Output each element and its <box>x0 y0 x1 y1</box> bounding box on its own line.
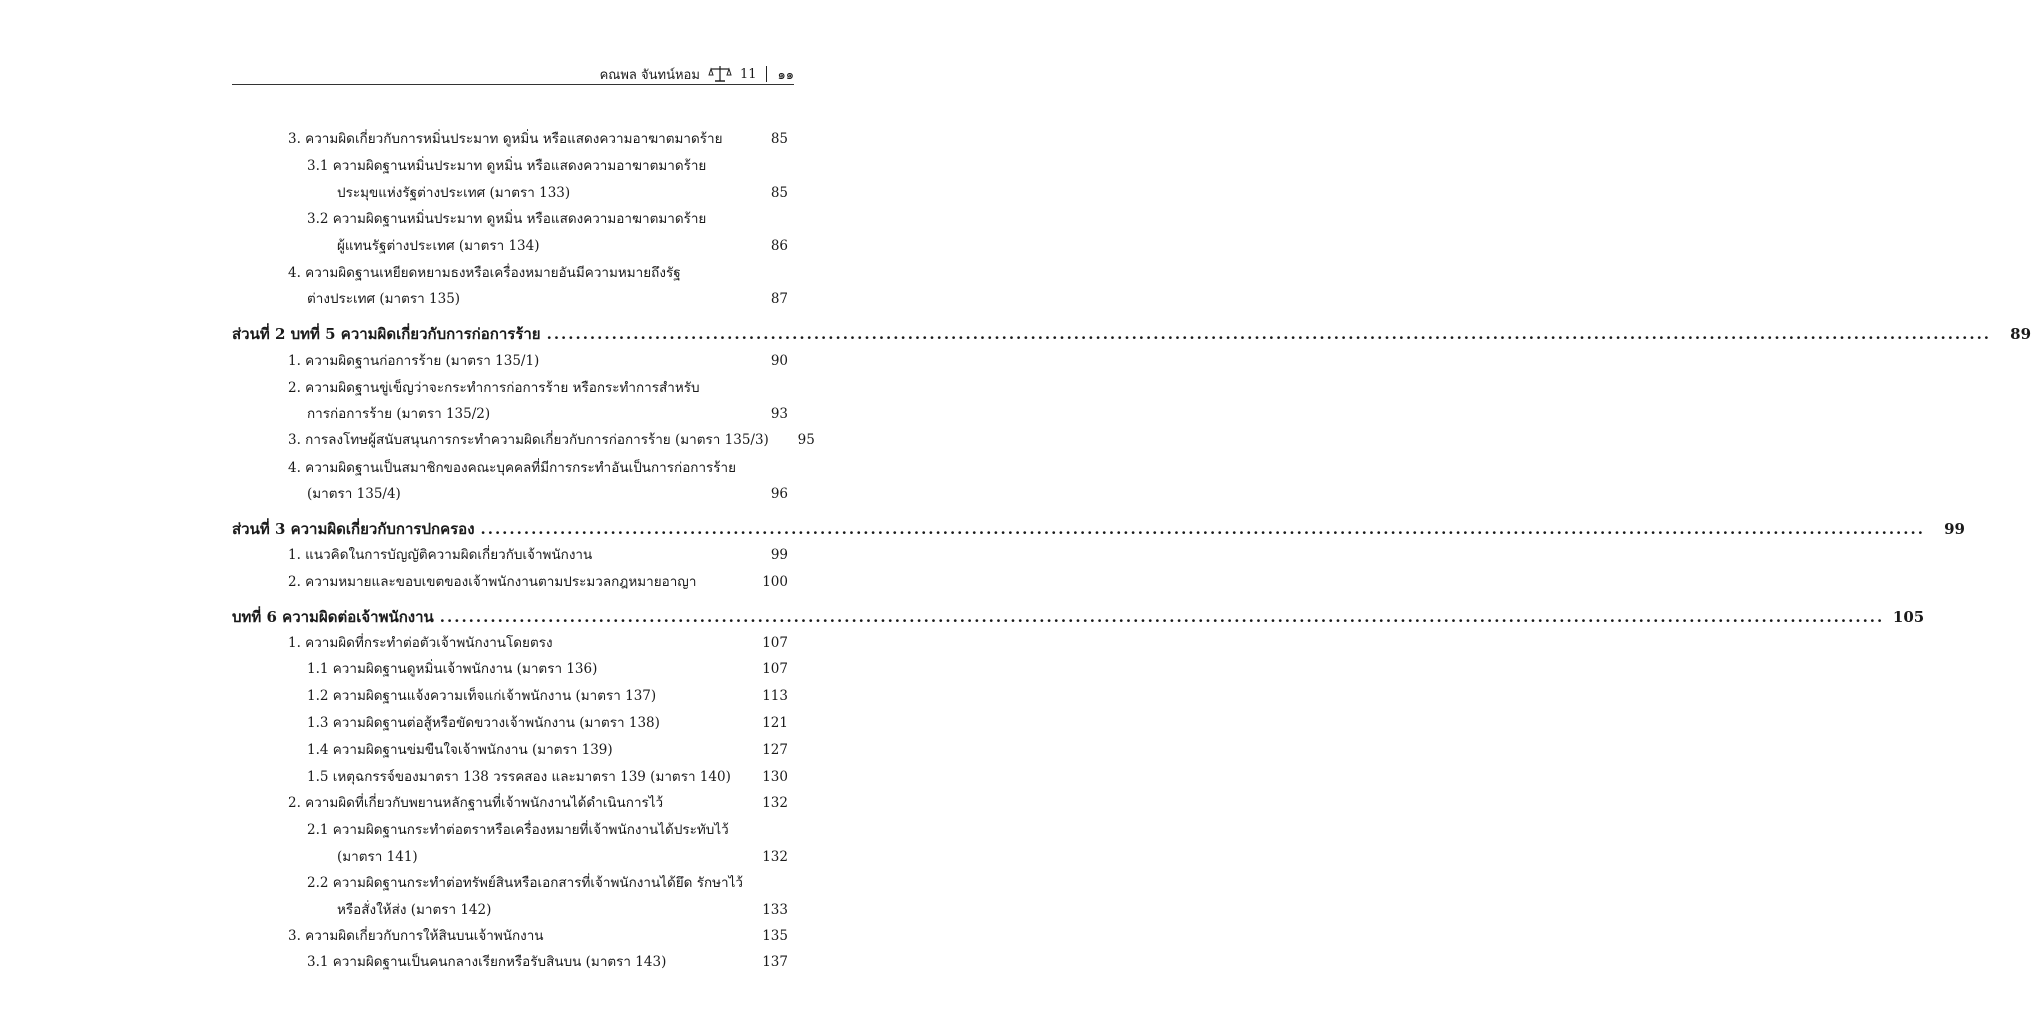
toc-page-number: 93 <box>770 406 788 422</box>
toc-entry-text: 4. ความผิดฐานเป็นสมาชิกของคณะบุคคลที่มีการกระทำอันเป็นการก่อการร้าย <box>288 460 737 476</box>
toc-entry <box>307 690 788 704</box>
toc-entry-text: 3. ความผิดเกี่ยวกับการหมิ่นประมาท ดูหมิ่น หรือแสดงความอาฆาตมาดร้าย <box>288 131 723 147</box>
header-rule <box>232 84 794 85</box>
toc-entry <box>288 549 788 563</box>
toc-entry <box>288 432 815 448</box>
toc-page-number: 99 <box>770 547 788 563</box>
dot-leader: ........................................................................................................................................................................................................ <box>546 325 1992 343</box>
toc-entry <box>307 771 788 785</box>
toc-page-number: 135 <box>762 928 788 944</box>
toc-entry-text: ผู้แทนรัฐต่างประเทศ (มาตรา 134) <box>337 238 540 254</box>
toc-entry <box>307 744 788 758</box>
dot-leader: ........................................................................................................................................................................................................ <box>439 608 1885 626</box>
toc-entry <box>307 293 788 307</box>
toc-entry-text: 1. ความผิดที่กระทำต่อตัวเจ้าพนักงานโดยตรง <box>288 635 553 651</box>
dot-leader: ........................................................................................................................................................................................................ <box>480 520 1925 538</box>
toc-entry-text: 3.1 ความผิดฐานหมิ่นประมาท ดูหมิ่น หรือแสดงความอาฆาตมาดร้าย <box>307 158 707 174</box>
toc-section-heading <box>232 608 1925 626</box>
toc-page-number: 130 <box>762 769 788 785</box>
toc-page-number: 133 <box>762 902 788 918</box>
toc-entry-text: 1. ความผิดฐานก่อการร้าย (มาตรา 135/1) <box>288 353 540 369</box>
toc-entry-text: 1.5 เหตุฉกรรจ์ของมาตรา 138 วรรคสอง และมาตรา 139 (มาตรา 140) <box>307 769 731 785</box>
toc-page-number: 85 <box>770 185 788 201</box>
toc-page-number: 95 <box>797 432 815 448</box>
toc-entry <box>288 267 788 281</box>
toc-entry <box>307 213 788 227</box>
toc-entry-text: 3. ความผิดเกี่ยวกับการให้สินบนเจ้าพนักงาน <box>288 928 544 944</box>
toc-entry-text: ส่วนที่ 3 ความผิดเกี่ยวกับการปกครอง <box>232 520 475 538</box>
toc-page-number: 89 <box>2010 325 2031 343</box>
toc-entry-text: 3.2 ความผิดฐานหมิ่นประมาท ดูหมิ่น หรือแสดงความอาฆาตมาดร้าย <box>307 211 707 227</box>
toc-entry-text: 1. แนวคิดในการบัญญัติความผิดเกี่ยวกับเจ้าพนักงาน <box>288 547 593 563</box>
toc-entry-text: 3. การลงโทษผู้สนับสนุนการกระทำความผิดเกี่ยวกับการก่อการร้าย (มาตรา 135/3) <box>288 432 769 448</box>
toc-entry-text: (มาตรา 135/4) <box>307 486 401 502</box>
toc-entry-text: บทที่ 6 ความผิดต่อเจ้าพนักงาน <box>232 608 434 626</box>
toc-page-number: 105 <box>1892 608 1925 626</box>
toc-entry-text: ประมุขแห่งรัฐต่างประเทศ (มาตรา 133) <box>337 185 571 201</box>
toc-entry <box>307 663 788 677</box>
toc-entry-text: ต่างประเทศ (มาตรา 135) <box>307 291 461 307</box>
toc-page-number: 132 <box>762 849 788 865</box>
toc-page-number: 96 <box>770 486 788 502</box>
page-number-thai: ๑๑ <box>777 67 794 83</box>
running-header <box>232 62 794 86</box>
toc-page-number: 127 <box>762 742 788 758</box>
toc-page-number: 113 <box>762 688 788 704</box>
toc-entry <box>307 408 788 422</box>
toc-page-number: 86 <box>770 238 788 254</box>
toc-entry <box>307 824 788 838</box>
toc-page-number: 99 <box>1944 520 1965 538</box>
toc-entry <box>288 355 788 369</box>
toc-entry-text: 2.1 ความผิดฐานกระทำต่อตราหรือเครื่องหมายที่เจ้าพนักงานได้ประทับไว้ <box>307 822 729 838</box>
toc-page-number: 107 <box>762 635 788 651</box>
toc-entry-text: 1.1 ความผิดฐานดูหมิ่นเจ้าพนักงาน (มาตรา 136) <box>307 661 598 677</box>
toc-entry <box>307 488 788 502</box>
toc-entry <box>337 904 788 918</box>
toc-entry-text: 2. ความหมายและขอบเขตของเจ้าพนักงานตามประมวลกฎหมายอาญา <box>288 574 697 590</box>
toc-entry-text: การก่อการร้าย (มาตรา 135/2) <box>307 406 491 422</box>
toc-entry <box>288 930 788 944</box>
toc-section-heading <box>232 325 2031 343</box>
toc-entry <box>307 956 788 970</box>
toc-entry-text: 1.3 ความผิดฐานต่อสู้หรือขัดขวางเจ้าพนักงาน (มาตรา 138) <box>307 715 660 731</box>
header-divider <box>766 66 767 82</box>
toc-entry <box>307 160 788 174</box>
toc-entry-text: 2.2 ความผิดฐานกระทำต่อทรัพย์สินหรือเอกสารที่เจ้าพนักงานได้ยึด รักษาไว้ <box>307 875 743 891</box>
toc-entry <box>288 637 788 651</box>
toc-page-number: 107 <box>762 661 788 677</box>
toc-entry <box>307 877 788 891</box>
toc-entry <box>288 462 788 476</box>
toc-page-number: 87 <box>770 291 788 307</box>
toc-entry-text: 2. ความผิดฐานขู่เข็ญว่าจะกระทำการก่อการร้าย หรือกระทำการสำหรับ <box>288 380 700 396</box>
toc-entry <box>337 240 788 254</box>
toc-page-number: 90 <box>770 353 788 369</box>
toc-entry-text: (มาตรา 141) <box>337 849 418 865</box>
toc-entry <box>288 797 788 811</box>
toc-entry-text: 3.1 ความผิดฐานเป็นคนกลางเรียกหรือรับสินบน (มาตรา 143) <box>307 954 667 970</box>
toc-section-heading <box>232 520 1965 538</box>
scales-of-justice-icon <box>708 64 732 84</box>
toc-entry <box>307 717 788 731</box>
page-number: 11 <box>739 66 757 82</box>
toc-page-number: 137 <box>762 954 788 970</box>
author-name: คณพล จันทน์หอม <box>599 67 700 83</box>
toc-page-number: 121 <box>762 715 788 731</box>
toc-page-number: 85 <box>770 131 788 147</box>
toc-entry-text: ส่วนที่ 2 บทที่ 5 ความผิดเกี่ยวกับการก่อการร้าย <box>232 325 541 343</box>
toc-entry-text: 1.2 ความผิดฐานแจ้งความเท็จแก่เจ้าพนักงาน (มาตรา 137) <box>307 688 657 704</box>
toc-entry-text: หรือสั่งให้ส่ง (มาตรา 142) <box>337 902 492 918</box>
toc-entry-text: 2. ความผิดที่เกี่ยวกับพยานหลักฐานที่เจ้าพนักงานได้ดำเนินการไว้ <box>288 795 664 811</box>
toc-entry <box>288 133 788 147</box>
toc-entry <box>288 382 788 396</box>
toc-entry-text: 4. ความผิดฐานเหยียดหยามธงหรือเครื่องหมายอันมีความหมายถึงรัฐ <box>288 265 681 281</box>
toc-entry-text: 1.4 ความผิดฐานข่มขืนใจเจ้าพนักงาน (มาตรา 139) <box>307 742 613 758</box>
toc-entry <box>337 851 788 865</box>
toc-page-number: 132 <box>762 795 788 811</box>
toc-page-number: 100 <box>762 574 788 590</box>
toc-entry <box>337 187 788 201</box>
toc-entry <box>288 576 788 590</box>
